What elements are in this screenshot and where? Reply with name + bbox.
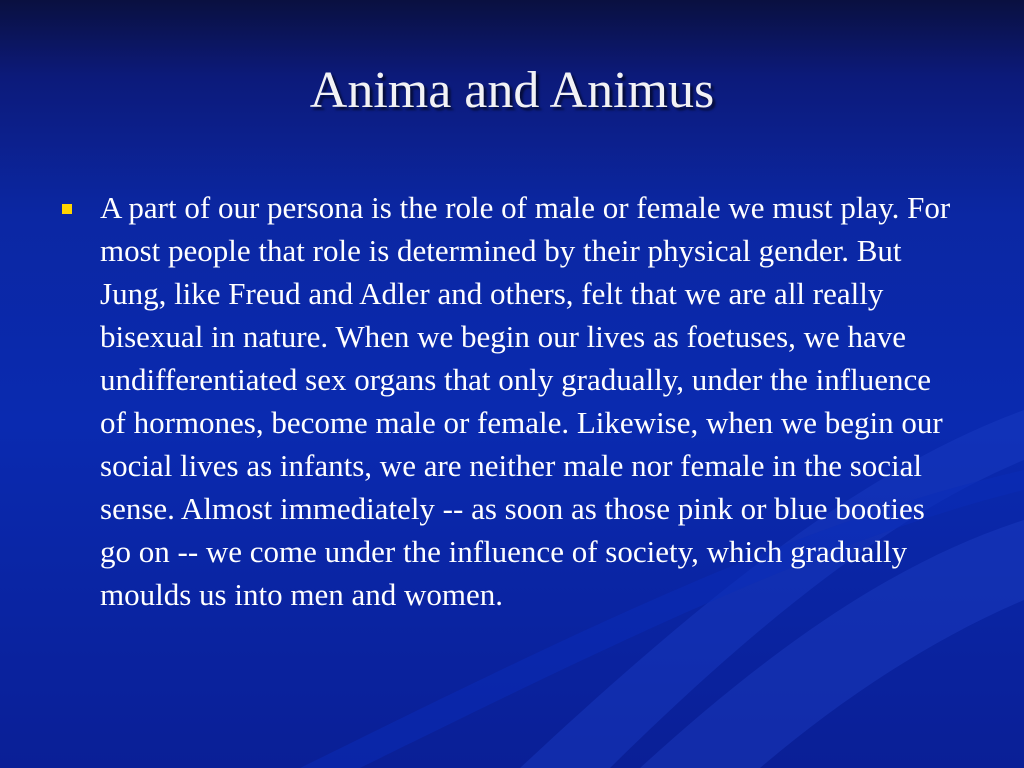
slide-title: Anima and Animus [309,62,715,119]
bullet-item [62,186,962,616]
square-bullet-icon [62,204,72,214]
bullet-text: A part of our persona is the role of male or female we must play. For most people that role is determined by their physical gender. But Jung, like Freud and Adler and others, felt that we are all really bisexual in nature. When we begin our lives as foetuses, we have undifferentiated sex organs that only gradually, under the influence of hormones, become male or female. Likewise, when we begin our social lives as infants, we are neither male nor female in the social sense. Almost immediately -- as soon as those pink or blue booties go on -- we come under the influence of society, which gradually moulds us into men and women. [100,190,951,612]
